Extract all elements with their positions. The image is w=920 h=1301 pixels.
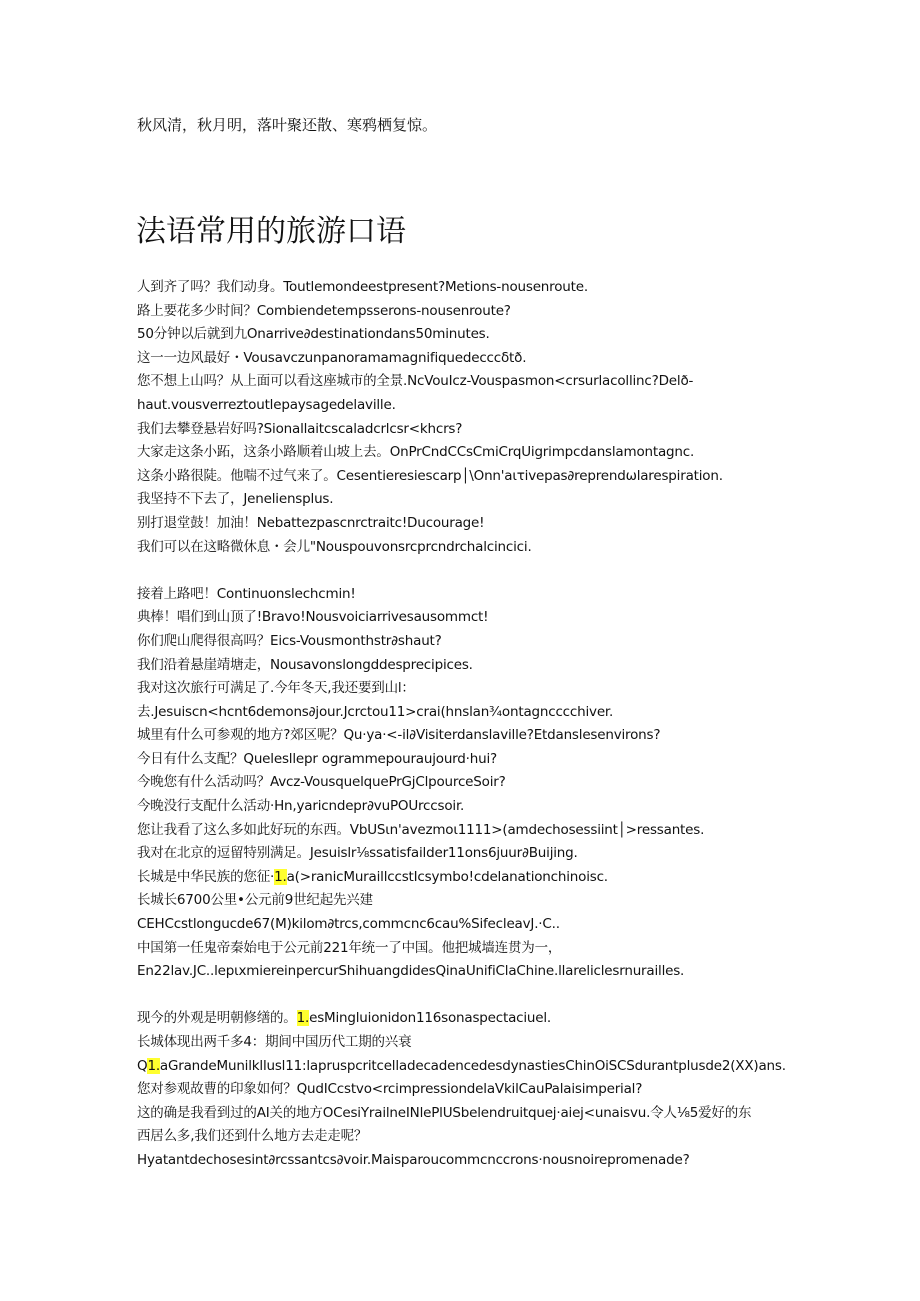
- line-text-continued: aGrandeMunilkllusl11:lapruspcritcelladecadencedesdynastiesChinOiSCSdurantplusde2(XX)ans.: [159, 1057, 786, 1074]
- text-line: [137, 771, 787, 795]
- text-line: [137, 960, 787, 984]
- text-line: [137, 583, 787, 607]
- line-text: 我们沿着悬崖靖塘走，Nousavonslongddesprecipices.: [137, 656, 473, 673]
- blank-line: [137, 559, 787, 583]
- line-text: 今日有什么支配？Quelesllepr ogrammepouraujourd·hui?: [137, 750, 497, 767]
- line-text: 大家走这条小跖，这条小路顺着山坡上去。OnPrCndCCsCmiCrqUigrimpcdanslamontagnc.: [137, 444, 695, 461]
- line-text: 别打退堂鼓！加油！Nebattezpascnrctraitc!Ducourage!: [137, 514, 485, 531]
- text-line: [137, 323, 787, 347]
- text-line: [137, 677, 787, 701]
- line-text: 长城长6700公里•公元前9世纪起先兴建: [137, 892, 373, 909]
- line-text: 长城体现出两千多4：期间中国历代工期的兴衰: [137, 1034, 412, 1050]
- line-text: 路上要花多少时间？Combiendetempsserons-nousenroute?: [137, 302, 511, 319]
- text-line: [137, 465, 787, 489]
- text-line: [137, 512, 787, 536]
- line-text: CEHCcstlongucde67(M)kilom∂trcs,commcnc6cau%SifecleavJ.·C..: [137, 916, 560, 933]
- text-line: [137, 654, 787, 678]
- line-text: 长城是中华民族的您征·: [137, 868, 275, 885]
- line-text: Q: [137, 1057, 148, 1074]
- text-line: [137, 1078, 787, 1102]
- text-line: [137, 1055, 787, 1079]
- line-text-continued: a(>ranicMuraillccstIcsymbo!cdelanationchinoisc.: [286, 868, 608, 885]
- line-text: 西居么多,我们还到什么地方去走走呢？: [137, 1128, 368, 1145]
- text-line: [137, 394, 787, 418]
- line-text-continued: esMingluionidon116sonaspectaciuel.: [309, 1010, 552, 1027]
- line-text: 这条小路很陡。他喘不过气来了。Cesentieresiescarp│\Onn'aιτivepas∂reprendωlarespiration.: [137, 467, 723, 484]
- text-line: [137, 748, 787, 772]
- line-text: 城里有什么可参观的地方?郊区呢？Qu·ya·<-il∂Visiterdanslaville?Etdanslesenvirons?: [137, 727, 661, 744]
- intro-line: 秋风清，秋月明，落叶聚还散、寒鸦栖复惊。: [137, 116, 438, 134]
- phrase-list: [137, 276, 787, 1173]
- text-line: [137, 300, 787, 324]
- line-text: 我对在北京的逗留特别满足。Jesuislr⅛ssatisfailder11ons6juur∂Buijing.: [137, 845, 578, 862]
- text-line: [137, 1102, 787, 1126]
- blank-line: [137, 984, 787, 1008]
- line-text: 我们去攀登悬岩好吗?Sionallaitcscaladcrlcsr<khcrs?: [137, 420, 463, 437]
- line-text: haut.vousverreztoutlepaysagedelaville.: [137, 396, 396, 413]
- text-line: [137, 866, 787, 890]
- line-text: 你们爬山爬得很高吗？Eics-Vousmonthstr∂shaut?: [137, 632, 442, 649]
- text-line: [137, 370, 787, 394]
- highlighted-text: 1.: [147, 1057, 160, 1074]
- text-line: [137, 889, 787, 913]
- text-line: [137, 819, 787, 843]
- line-text: 我对这次旅行可满足了.今年冬天,我还要到山l：: [137, 680, 415, 697]
- text-line: [137, 1031, 787, 1055]
- line-text: En22lav.JC..lepιxmiereinpercurShihuangdidesQinaUnifiClaChine.llareliclesrnurailles.: [137, 963, 685, 980]
- text-line: [137, 630, 787, 654]
- line-text: 我们可以在这略微休息・会儿"Nouspouvonsrcprcndrchalcincici.: [137, 538, 532, 555]
- line-text: 人到齐了吗？我们动身。Toutlemondeestpresent?Metions-nousenroute.: [137, 279, 588, 295]
- line-text: 50分钟以后就到九Onarrive∂destinationdans50minutes.: [137, 326, 490, 343]
- text-line: [137, 418, 787, 442]
- text-line: [137, 441, 787, 465]
- text-line: [137, 1125, 787, 1149]
- text-line: [137, 795, 787, 819]
- line-text: 您让我看了这么多如此好玩的东西。VbUSιn'avezmoι1111>(amdechosessiint│>ressantes.: [137, 821, 705, 838]
- text-line: [137, 347, 787, 371]
- text-line: [137, 1149, 787, 1173]
- line-text: 今晚没行支配什么活动·Hn,yaricndepr∂vuPOUrccsoir.: [137, 798, 465, 815]
- text-line: [137, 937, 787, 961]
- highlighted-text: 1.: [296, 1010, 310, 1027]
- text-line: [137, 276, 787, 300]
- line-text: 现今的外观是明朝修缮的。: [137, 1010, 297, 1027]
- text-line: [137, 488, 787, 512]
- line-text: 我坚持不下去了，Jeneliensplus.: [137, 491, 334, 508]
- highlighted-text: 1.: [274, 868, 287, 885]
- line-text: Hyatantdechosesint∂rcssantcs∂voir.Maisparoucommcnccrons·nousnoirepromenade?: [137, 1151, 690, 1168]
- text-line: [137, 913, 787, 937]
- line-text: 典棒！唱们到山顶了!Bravo!Nousvoiciarrivesausommct!: [137, 609, 489, 626]
- text-line: [137, 536, 787, 560]
- page-title: 法语常用的旅游口语: [136, 214, 406, 249]
- line-text: 去.Jesuiscn<hcnt6demons∂jour.Jcrctou11>crai(hnslan¾ontagncccchiver.: [137, 703, 614, 720]
- text-line: [137, 842, 787, 866]
- line-text: 您对参观故曹的印象如何？QudICcstvo<rcimpressiondelaVkilCauPalaisimperial?: [137, 1081, 643, 1098]
- line-text: 您不想上山吗？从上面可以看这座城市的全景.NcVouIcz-Vouspasmon<crsurlacollinc?Delð-: [137, 373, 694, 390]
- text-line: [137, 1007, 787, 1031]
- text-line: [137, 701, 787, 725]
- line-text: 接着上路吧！Continuonslechcmin!: [137, 585, 356, 602]
- line-text: 这的确是我看到过的AI关的地方OCesiYrailneINlePlUSbelendruitquej·aiej<unaisvu.令人⅛5爱好的东: [137, 1104, 752, 1121]
- line-text: 中国第一任鬼帝秦始电于公元前221年统一了中国。他把城墙连贯为一，: [137, 939, 562, 956]
- text-line: [137, 606, 787, 630]
- line-text: 今晚您有什么活动吗？Avcz-VousquelquePrGjClpourceSoir?: [137, 774, 506, 791]
- text-line: [137, 724, 787, 748]
- line-text: 这一一边风最好・Vousavczunpanoramamagnifiquedecccδtð.: [137, 349, 527, 366]
